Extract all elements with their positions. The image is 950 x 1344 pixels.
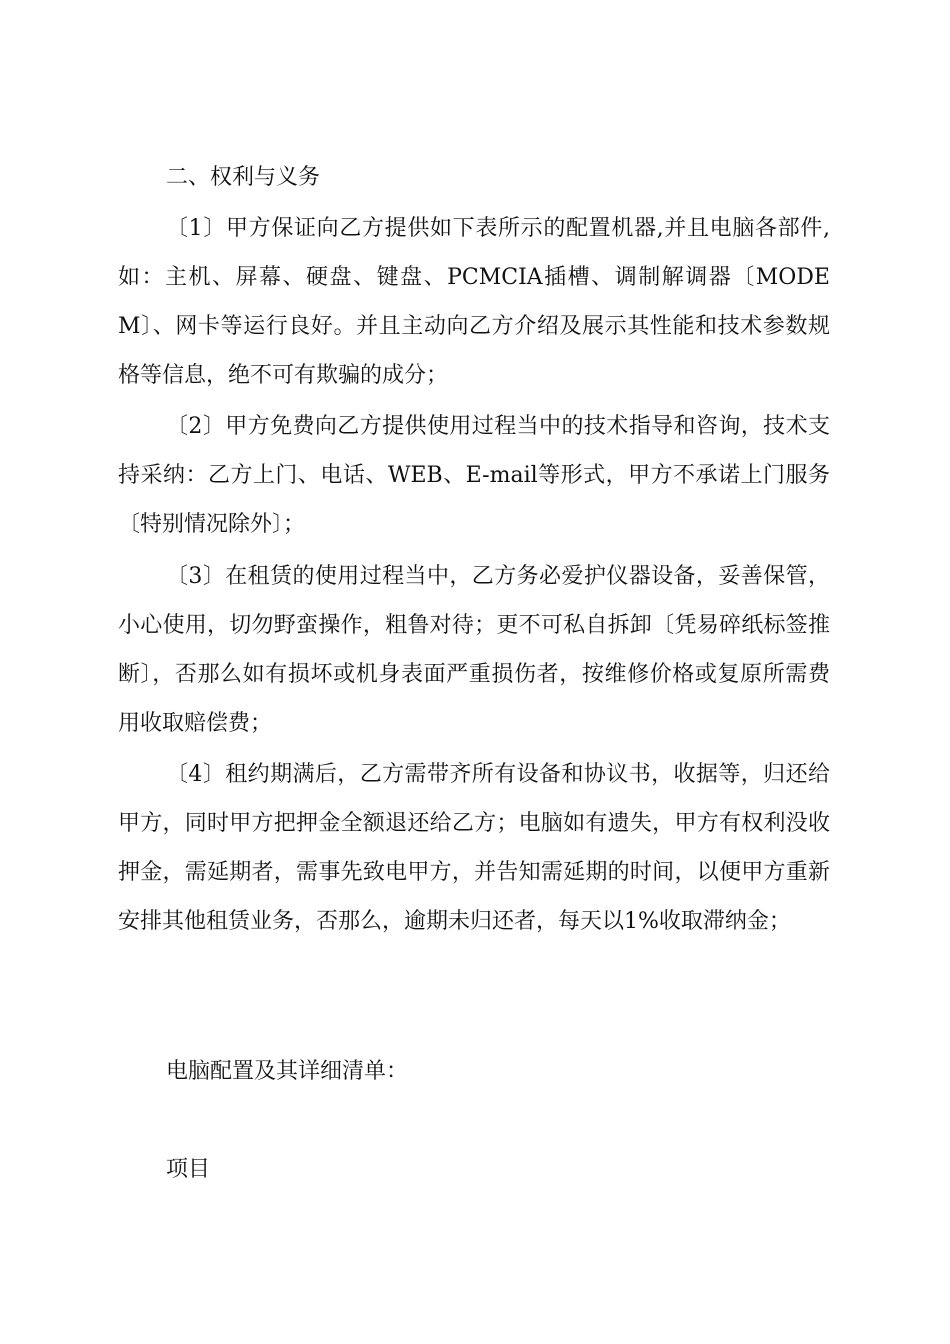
section-title: 二、权利与义务	[166, 165, 321, 190]
clause-3: 〔3〕在租赁的使用过程当中，乙方务必爱护仪器设备，妥善保管，小心使用，切勿野蛮操作，粗鲁对待；更不可私自拆卸〔凭易碎纸标签推断〕，否那么如有损坏或机身表面严重损伤者，按维修价格或复原所需费用收取赔偿费；	[118, 564, 830, 736]
clause-4: 〔4〕租约期满后，乙方需带齐所有设备和协议书，收据等，归还给甲方，同时甲方把押金全额退还给乙方；电脑如有遗失，甲方有权利没收押金，需延期者，需事先致电甲方，并告知需延期的时间，以便甲方重新安排其他租赁业务，否那么，逾期未归还者，每天以1%收取滞纳金；	[118, 762, 830, 934]
config-list-title: 电脑配置及其详细清单：	[166, 1059, 409, 1084]
clause-1: 〔1〕甲方保证向乙方提供如下表所示的配置机器,并且电脑各部件,如：主机、屏幕、硬盘、键盘、PCMCIA插槽、调制解调器〔MODEM〕、网卡等运行良好。并且主动向乙方介绍及展示其性能和技术参数规格等信息，绝不可有欺骗的成分；	[118, 216, 830, 388]
table-header-item: 项目	[166, 1157, 211, 1182]
clause-2: 〔2〕甲方免费向乙方提供使用过程当中的技术指导和咨询，技术支持采纳：乙方上门、电话、WEB、E-mail等形式，甲方不承诺上门服务〔特别情况除外〕；	[118, 414, 830, 537]
